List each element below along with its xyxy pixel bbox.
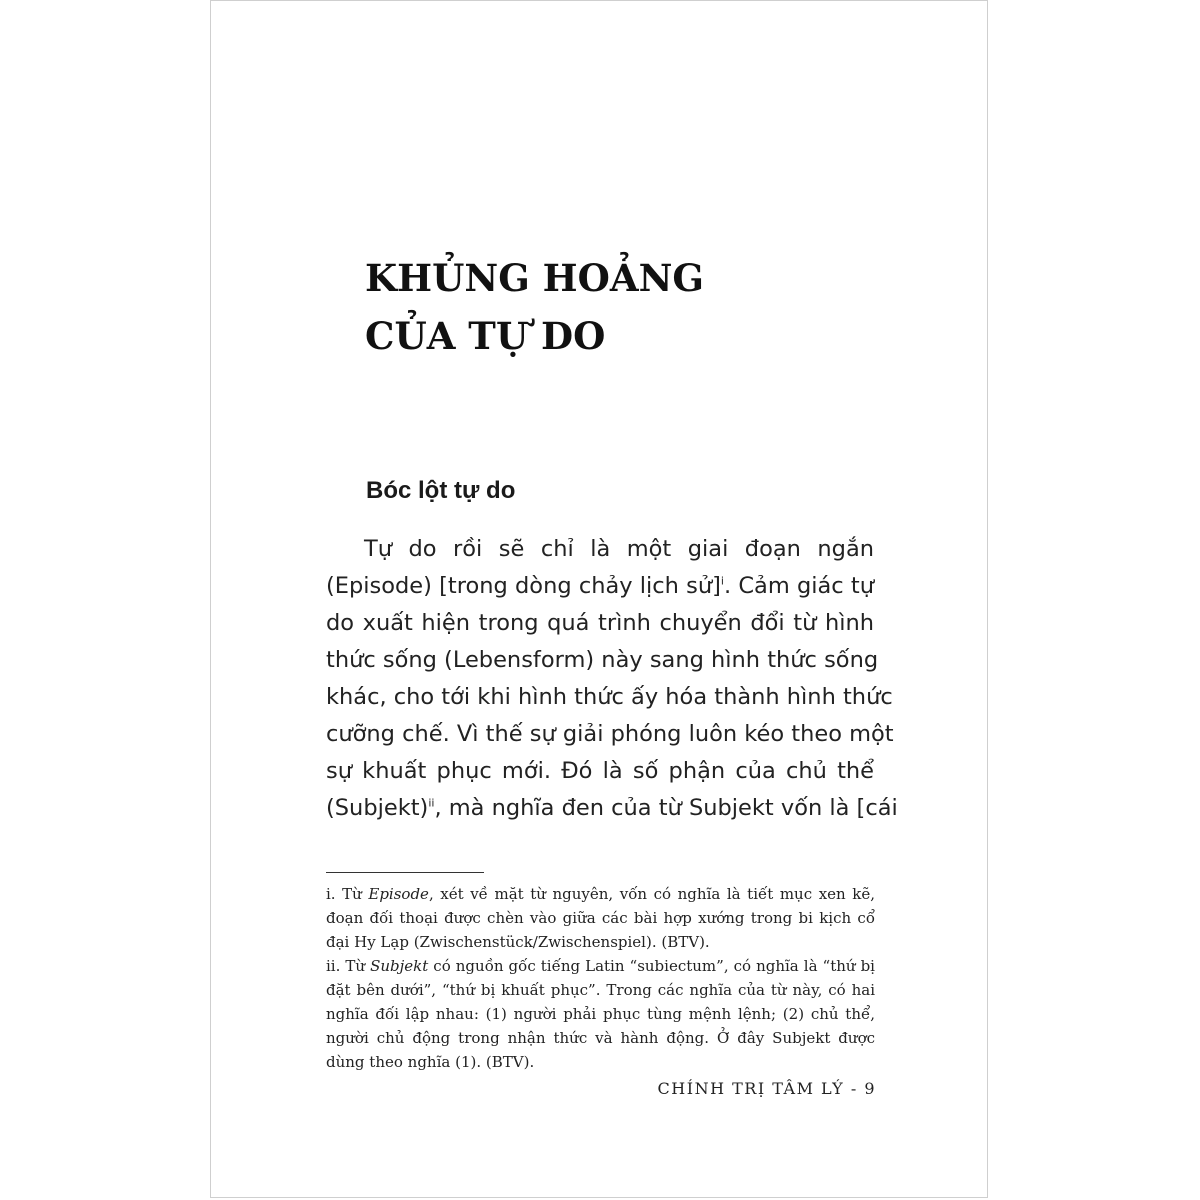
body-line: sự khuất phục mới. Đó là số phận của chủ thể	[326, 758, 874, 784]
footnote-marker: i	[720, 574, 724, 588]
footnote-line: đoạn đối thoại được chèn vào giữa các bài hợp xướng trong bi kịch cổ	[326, 909, 875, 927]
page-number: 9	[864, 1079, 876, 1098]
footnote-divider	[326, 872, 484, 873]
footer-separator: -	[850, 1079, 858, 1098]
footnote-line: ii. Từ Subjekt có nguồn gốc tiếng Latin “subiectum”, có nghĩa là “thứ bị	[326, 957, 875, 975]
body-line: cưỡng chế. Vì thế sự giải phóng luôn kéo theo một	[326, 721, 894, 747]
body-line: khác, cho tới khi hình thức ấy hóa thành hình thức	[326, 684, 893, 710]
footnote-line: i. Từ Episode, xét về mặt từ nguyên, vốn có nghĩa là tiết mục xen kẽ,	[326, 885, 875, 903]
body-line: Tự do rồi sẽ chỉ là một giai đoạn ngắn	[364, 536, 874, 562]
body-line: (Episode) [trong dòng chảy lịch sử]$^i$. Cảm giác tự	[326, 573, 874, 599]
running-title: CHÍNH TRỊ TÂM LÝ	[657, 1079, 845, 1098]
footnote-line: dùng theo nghĩa (1). (BTV).	[326, 1053, 535, 1071]
section-heading: Bóc lột tự do	[366, 477, 516, 504]
footnote-line: người chủ động trong nhận thức và hành động. Ở đây Subjekt được	[326, 1029, 875, 1047]
body-text	[326, 531, 898, 827]
footnote-line: nghĩa đối lập nhau: (1) người phải phục tùng mệnh lệnh; (2) chủ thể,	[326, 1005, 875, 1023]
footnote-line: đặt bên dưới”, “thứ bị khuất phục”. Trong các nghĩa của từ này, có hai	[326, 981, 875, 999]
footnote-line: đại Hy Lạp (Zwischenstück/Zwischenspiel). (BTV).	[326, 933, 710, 951]
running-footer	[658, 1079, 876, 1098]
chapter-title-line-2: CỦA TỰ DO	[365, 314, 606, 358]
footnote-marker: ii	[428, 796, 435, 810]
body-line: thức sống (Lebensform) này sang hình thức sống	[326, 647, 879, 673]
body-line: (Subjekt)$^{ii}$, mà nghĩa đen của từ Subjekt vốn là [cái	[326, 795, 898, 821]
book-page	[210, 0, 988, 1198]
body-line: do xuất hiện trong quá trình chuyển đổi từ hình	[326, 610, 874, 636]
chapter-title-line-1: KHỦNG HOẢNG	[365, 256, 704, 300]
footnotes	[326, 882, 875, 1074]
chapter-title	[365, 249, 704, 365]
